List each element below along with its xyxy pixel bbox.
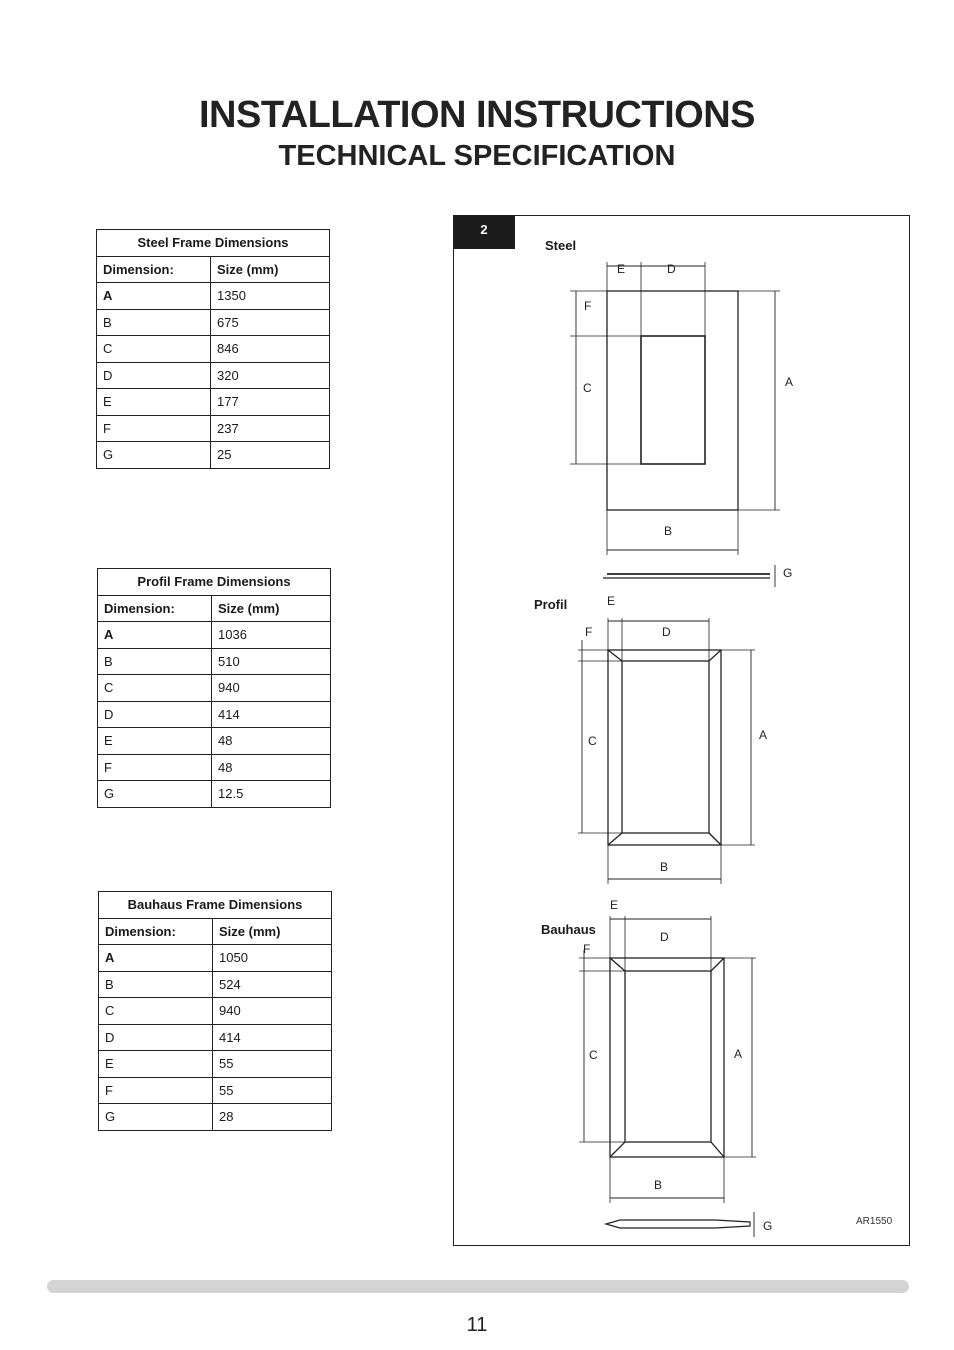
dimension-label-c: C xyxy=(589,1048,598,1062)
profil-opening xyxy=(622,661,709,833)
steel-opening xyxy=(641,336,705,464)
dimension-cell: F xyxy=(98,754,212,781)
size-cell: 25 xyxy=(211,442,330,469)
size-cell: 846 xyxy=(211,336,330,363)
column-header-dimension: Dimension: xyxy=(98,595,212,622)
size-cell: 1036 xyxy=(212,622,331,649)
size-cell: 48 xyxy=(212,754,331,781)
dimension-label-g: G xyxy=(763,1219,773,1233)
size-cell: 237 xyxy=(211,415,330,442)
dimension-label-g: G xyxy=(783,566,793,580)
size-cell: 28 xyxy=(213,1104,332,1131)
dimension-cell: C xyxy=(99,998,213,1025)
size-cell: 524 xyxy=(213,971,332,998)
figure-reference-code: AR1550 xyxy=(856,1216,893,1227)
size-cell: 940 xyxy=(212,675,331,702)
dimension-cell: A xyxy=(97,283,211,310)
page-title: INSTALLATION INSTRUCTIONS xyxy=(198,94,756,136)
size-cell: 414 xyxy=(213,1024,332,1051)
dimension-cell: D xyxy=(99,1024,213,1051)
dimension-cell: F xyxy=(97,415,211,442)
size-cell: 55 xyxy=(213,1077,332,1104)
column-header-size: Size (mm) xyxy=(213,918,332,945)
dimension-label-d: D xyxy=(667,262,676,276)
dimension-cell: F xyxy=(99,1077,213,1104)
dimension-cell: G xyxy=(97,442,211,469)
table-title: Profil Frame Dimensions xyxy=(98,569,331,596)
steel-outer-frame xyxy=(607,291,738,510)
dimension-label-e: E xyxy=(617,262,626,276)
table-title: Bauhaus Frame Dimensions xyxy=(99,892,332,919)
size-cell: 177 xyxy=(211,389,330,416)
dimension-label-b: B xyxy=(664,524,673,538)
dimension-cell: G xyxy=(98,781,212,808)
size-cell: 320 xyxy=(211,362,330,389)
dimension-cell: G xyxy=(99,1104,213,1131)
dimension-cell: B xyxy=(98,648,212,675)
size-cell: 1350 xyxy=(211,283,330,310)
dimension-label-e: E xyxy=(607,594,616,608)
profil-outer-frame xyxy=(608,650,721,845)
profil-label: Profil xyxy=(534,597,568,612)
dimension-label-b: B xyxy=(660,860,669,874)
size-cell: 48 xyxy=(212,728,331,755)
size-cell: 414 xyxy=(212,701,331,728)
dimension-label-b: B xyxy=(654,1178,663,1192)
size-cell: 510 xyxy=(212,648,331,675)
page-number: 11 xyxy=(466,1314,488,1336)
dimension-cell: E xyxy=(99,1051,213,1078)
dimension-cell: A xyxy=(98,622,212,649)
dimension-cell: C xyxy=(97,336,211,363)
footer-bar xyxy=(47,1280,909,1293)
dimension-cell: D xyxy=(97,362,211,389)
dimension-cell: E xyxy=(97,389,211,416)
dimension-label-a: A xyxy=(734,1047,743,1061)
dimension-cell: E xyxy=(98,728,212,755)
dimension-label-a: A xyxy=(785,375,794,389)
column-header-dimension: Dimension: xyxy=(97,256,211,283)
bauhaus-opening xyxy=(625,971,711,1142)
dimension-label-c: C xyxy=(588,734,597,748)
size-cell: 675 xyxy=(211,309,330,336)
bauhaus-outer-frame xyxy=(610,958,724,1157)
size-cell: 1050 xyxy=(213,945,332,972)
dimension-label-e: E xyxy=(610,898,619,912)
column-header-size: Size (mm) xyxy=(211,256,330,283)
dimension-label-c: C xyxy=(583,381,592,395)
dimension-label-f: F xyxy=(583,942,591,956)
page-subtitle: TECHNICAL SPECIFICATION xyxy=(278,140,676,172)
steel-label: Steel xyxy=(545,238,577,253)
dimension-cell: C xyxy=(98,675,212,702)
dimension-label-a: A xyxy=(759,728,768,742)
bauhaus-label: Bauhaus xyxy=(541,922,596,937)
column-header-size: Size (mm) xyxy=(212,595,331,622)
figure-number-tag: 2 xyxy=(453,215,515,249)
dimension-label-d: D xyxy=(662,625,671,639)
dimension-cell: B xyxy=(99,971,213,998)
dimension-label-f: F xyxy=(585,625,593,639)
dimension-cell: A xyxy=(99,945,213,972)
size-cell: 12.5 xyxy=(212,781,331,808)
dimension-label-f: F xyxy=(584,299,592,313)
size-cell: 940 xyxy=(213,998,332,1025)
size-cell: 55 xyxy=(213,1051,332,1078)
column-header-dimension: Dimension: xyxy=(99,918,213,945)
table-title: Steel Frame Dimensions xyxy=(97,230,330,257)
dimension-cell: D xyxy=(98,701,212,728)
dimension-label-d: D xyxy=(660,930,669,944)
dimension-cell: B xyxy=(97,309,211,336)
